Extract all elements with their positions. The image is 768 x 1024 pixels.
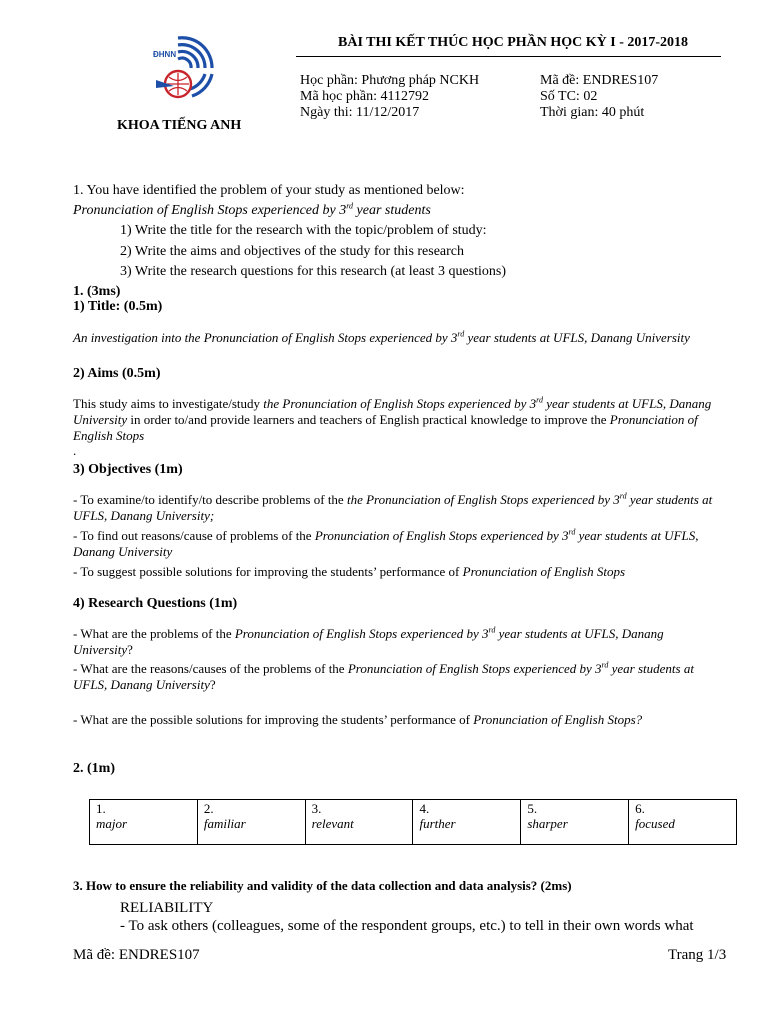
- logo-text: ĐHNN: [153, 50, 177, 59]
- objectives-heading: 3) Objectives (1m): [73, 462, 183, 477]
- course-code: Mã học phần: 4112792: [300, 89, 429, 104]
- objective-2: - To find out reasons/cause of problems of the Pronunciation of English Stops experienced by 3rd year students at UFLS, Danang University: [73, 527, 699, 559]
- course-name: Học phần: Phương pháp NCKH: [300, 73, 480, 88]
- research-questions-heading: 4) Research Questions (1m): [73, 596, 238, 611]
- university-logo: [148, 28, 218, 108]
- research-question-3: - What are the possible solutions for improving the students’ performance of Pronunciation of English Stops?: [73, 712, 643, 727]
- question-1-topic: Pronunciation of English Stops experienced by 3rd year students: [73, 201, 431, 218]
- table-cell: 5. sharper: [521, 800, 629, 845]
- task-1: 1) Write the title for the research with the topic/problem of study:: [120, 223, 487, 238]
- answer-2-heading: 2. (1m): [73, 761, 115, 776]
- faculty-name: KHOA TIẾNG ANH: [117, 118, 242, 133]
- reliability-point-1: - To ask others (colleagues, some of the respondent groups, etc.) to tell in their own words what: [120, 918, 694, 934]
- reliability-label: RELIABILITY: [120, 900, 214, 916]
- header-divider: [296, 56, 721, 57]
- page-number: Trang 1/3: [668, 947, 727, 963]
- footer-exam-code: Mã đề: ENDRES107: [73, 947, 200, 963]
- research-question-1: - What are the problems of the Pronunciation of English Stops experienced by 3rd year students at UFLS, Danang University?: [73, 625, 664, 657]
- vocabulary-answer-table: [89, 799, 737, 845]
- objective-1: - To examine/to identify/to describe problems of the the Pronunciation of English Stops experienced by 3rd year students at UFLS, Danang University;: [73, 491, 713, 523]
- table-cell: 4. further: [413, 800, 521, 845]
- objective-3: - To suggest possible solutions for improving the students’ performance of Pronunciation of English Stops: [73, 564, 626, 579]
- table-cell: 6. focused: [629, 800, 737, 845]
- answer-3-heading: 3. How to ensure the reliability and validity of the data collection and data analysis? (2ms): [73, 878, 572, 893]
- task-3: 3) Write the research questions for this research (at least 3 questions): [120, 264, 506, 279]
- answer-1-heading: 1. (3ms): [73, 284, 121, 299]
- table-cell: 2. familiar: [197, 800, 305, 845]
- aims-text: This study aims to investigate/study the Pronunciation of English Stops experienced by 3rd year students at UFLS, Danang University in order to/and provide learners and teachers of English practical knowledge to improve the Pronunciation of English Stops: [73, 395, 712, 443]
- title-heading: 1) Title: (0.5m): [73, 299, 163, 314]
- table-cell: 3. relevant: [305, 800, 413, 845]
- aims-heading: 2) Aims (0.5m): [73, 366, 161, 381]
- exam-duration: Thời gian: 40 phút: [540, 105, 645, 120]
- table-cell: 1. major: [90, 800, 198, 845]
- question-1-prompt: 1. You have identified the problem of your study as mentioned below:: [73, 183, 465, 198]
- exam-code: Mã đề: ENDRES107: [540, 73, 659, 88]
- research-title: An investigation into the Pronunciation of English Stops experienced by 3rd year students at UFLS, Danang University: [73, 329, 690, 345]
- research-question-2: - What are the reasons/causes of the problems of the Pronunciation of English Stops experienced by 3rd year students at UFLS, Danang University?: [73, 660, 694, 692]
- task-2: 2) Write the aims and objectives of the study for this research: [120, 244, 465, 259]
- exam-title: BÀI THI KẾT THÚC HỌC PHẦN HỌC KỲ I - 2017-2018: [338, 35, 689, 50]
- table-row: [90, 800, 737, 845]
- aims-trailing-dot: .: [73, 443, 77, 458]
- exam-date: Ngày thi: 11/12/2017: [300, 105, 420, 120]
- credits: Số TC: 02: [540, 89, 598, 104]
